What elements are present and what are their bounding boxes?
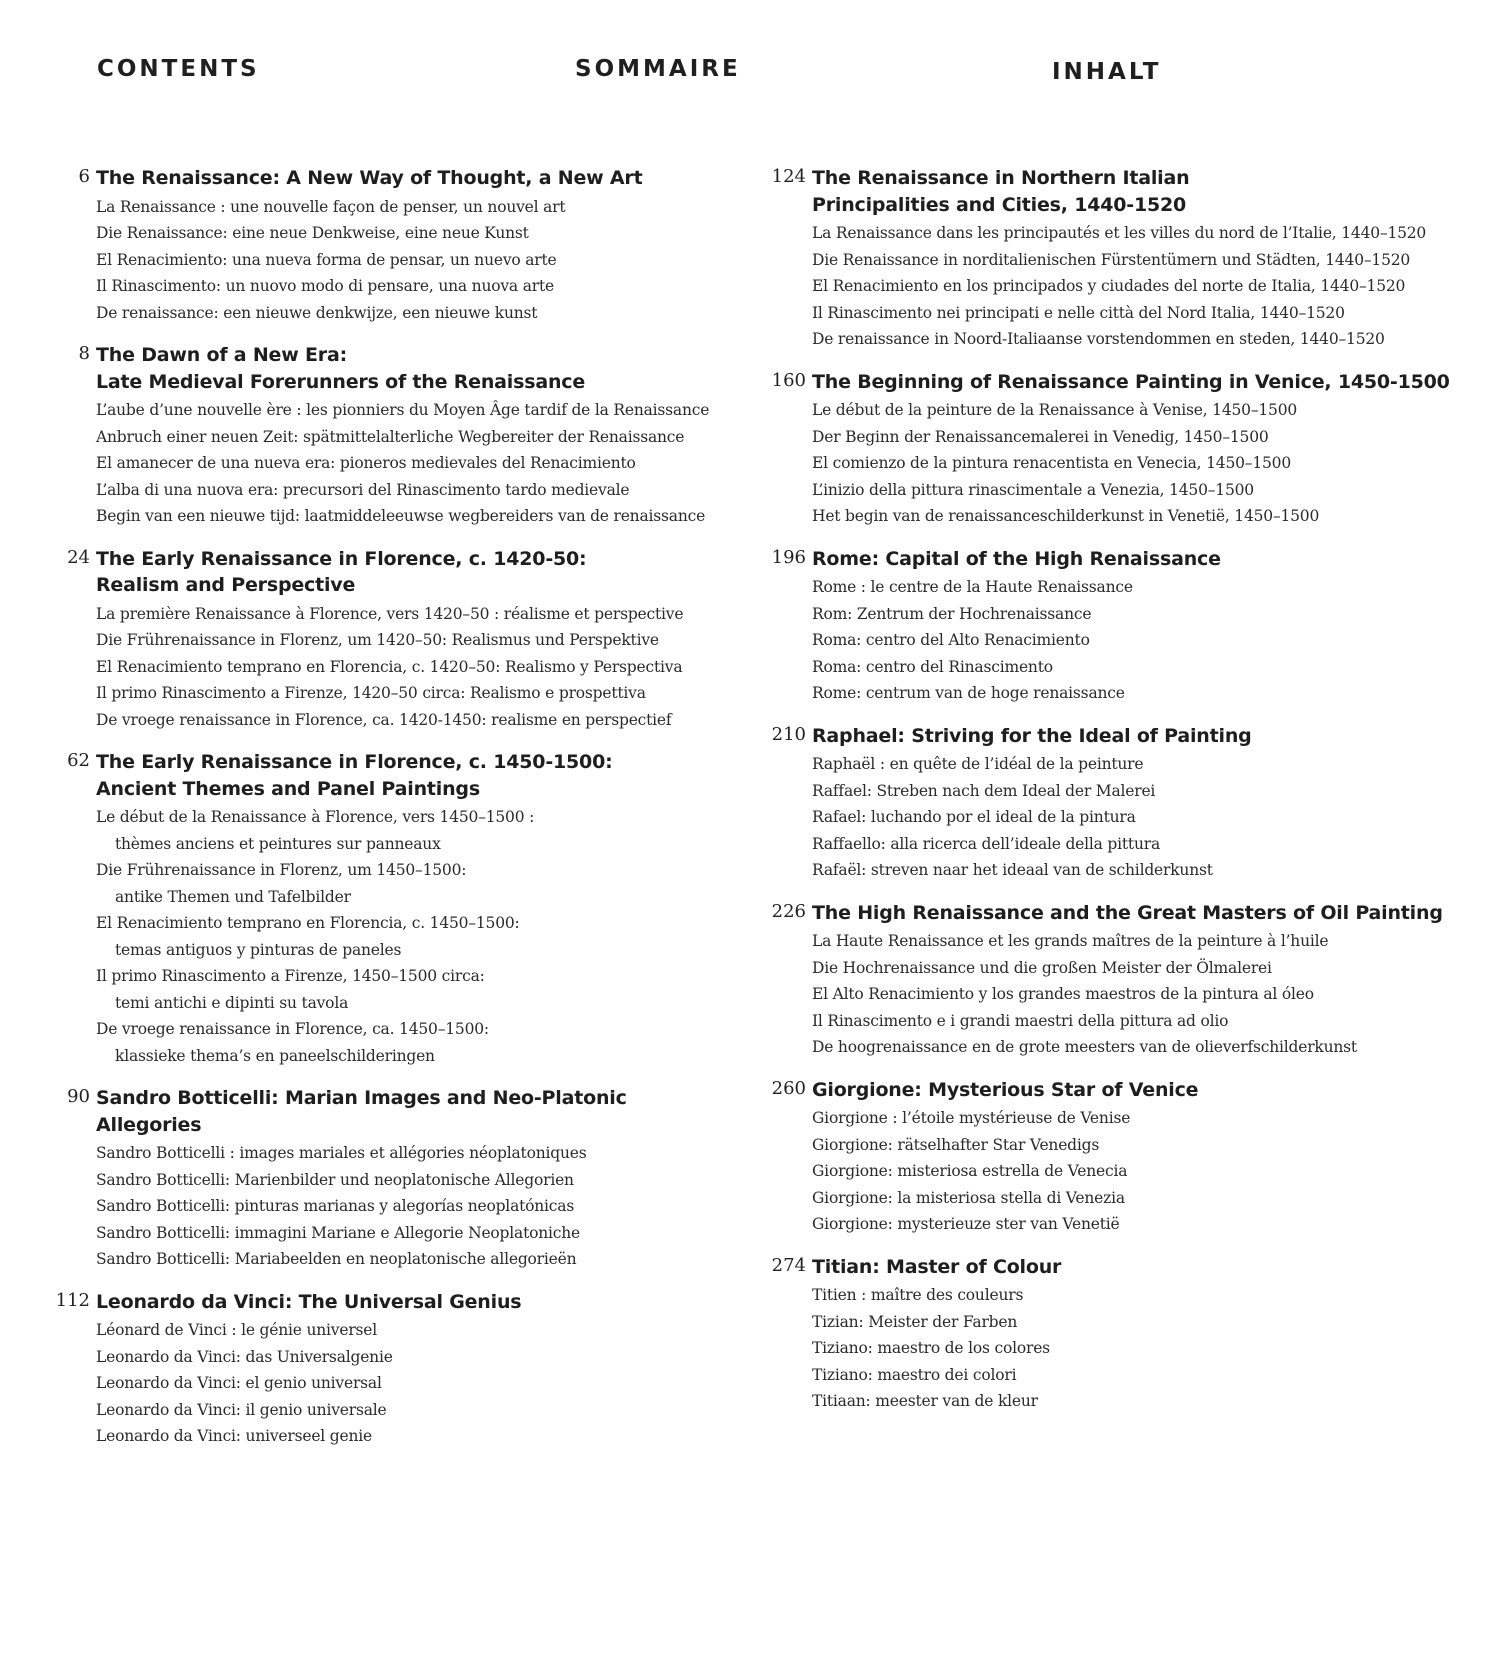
chapter-title[interactable]: The Renaissance: A New Way of Thought, a New Art [96,167,643,189]
translated-title: Sandro Botticelli: Mariabeelden en neoplatonische allegorieën [96,1250,577,1268]
translated-title: La première Renaissance à Florence, vers 1420–50 : réalisme et perspective [96,604,684,623]
page-number: 24 [67,546,90,568]
translated-title: La Renaissance : une nouvelle façon de penser, un nouvel art [96,197,566,216]
page-number: 62 [67,750,90,771]
translated-title: Tiziano: maestro dei colori [812,1365,1017,1384]
heading-sommaire: SOMMAIRE [575,56,741,82]
translated-title: El amanecer de una nueva era: pioneros medievales del Renacimiento [96,454,636,472]
translated-title: De renaissance: een nieuwe denkwijze, een nieuwe kunst [96,303,538,322]
translated-title: thèmes anciens et peintures sur panneaux [115,834,441,853]
translated-title: De hoogrenaissance en de grote meesters van de olieverfschilderkunst [812,1038,1357,1056]
translated-title: Der Beginn der Renaissancemalerei in Venedig, 1450–1500 [812,427,1269,446]
translated-title: La Renaissance dans les principautés et les villes du nord de l’Italie, 1440–1520 [812,224,1427,242]
translated-title: El Renacimiento temprano en Florencia, c. 1450–1500: [96,914,520,932]
page-number: 196 [771,546,806,568]
translations [812,220,1488,353]
chapter-title[interactable]: The High Renaissance and the Great Masters of Oil Painting [812,901,1443,924]
page-number: 124 [771,166,806,187]
translated-title: Sandro Botticelli: Marienbilder und neoplatonische Allegorien [96,1170,574,1189]
toc-entry[interactable] [52,546,692,734]
translated-title: Leonardo da Vinci: universeel genie [96,1427,373,1445]
page-number: 112 [55,1289,90,1311]
translated-title: klassieke thema’s en paneelschilderingen [115,1046,435,1065]
translated-title: Tiziano: maestro de los colores [812,1339,1050,1357]
page-number: 260 [771,1077,806,1099]
page-number: 210 [771,723,806,745]
translated-title: Die Frührenaissance in Florenz, um 1420–50: Realismus und Perspektive [96,631,659,649]
chapter-title[interactable]: The Beginning of Renaissance Painting in Venice, 1450-1500 [812,370,1450,393]
heading-inhalt: INHALT [1052,59,1162,85]
translated-title: Le début de la Renaissance à Florence, vers 1450–1500 : [96,808,535,826]
translated-title: Giorgione: misteriosa estrella de Venecia [812,1162,1128,1180]
translated-title: Il Rinascimento nei principati e nelle città del Nord Italia, 1440–1520 [812,303,1345,322]
chapter-title[interactable]: The Renaissance in Northern Italian [812,167,1190,189]
translated-title: temas antiguos y pinturas de paneles [115,940,402,959]
translated-title: De renaissance in Noord-Italiaanse vorstendommen en steden, 1440–1520 [812,330,1385,348]
translated-title: Il primo Rinascimento a Firenze, 1420–50 circa: Realismo e prospettiva [96,684,646,702]
translated-title: Die Frührenaissance in Florenz, um 1450–1500: [96,861,467,879]
translated-title: Titien : maître des couleurs [812,1286,1024,1304]
page-number: 8 [78,343,90,364]
translated-title: El comienzo de la pintura renacentista en Venecia, 1450–1500 [812,454,1291,472]
page-header [0,56,1500,96]
translated-title: El Alto Renacimiento y los grandes maestros de la pintura al óleo [812,985,1314,1003]
translated-title: Il primo Rinascimento a Firenze, 1450–1500 circa: [96,967,485,985]
toc-entry[interactable] [52,165,692,326]
toc-entry[interactable] [52,1085,692,1273]
toc-column-left [52,165,710,1466]
translated-title: Rome: centrum van de hoge renaissance [812,684,1125,702]
translated-title: Giorgione: rätselhafter Star Venedigs [812,1135,1100,1154]
page-number: 6 [78,166,90,187]
chapter-title[interactable]: Realism and Perspective [96,574,356,596]
chapter-title[interactable]: Late Medieval Forerunners of the Renaissance [96,370,586,393]
translated-title: Leonardo da Vinci: el genio universal [96,1374,382,1392]
translated-title: Raffael: Streben nach dem Ideal der Malerei [812,781,1156,800]
translated-title: Die Renaissance: eine neue Denkweise, eine neue Kunst [96,224,529,242]
translated-title: Sandro Botticelli: pinturas marianas y alegorías neoplatónicas [96,1197,575,1215]
translated-title: Begin van een nieuwe tijd: laatmiddeleeuwse wegbereiders van de renaissance [96,507,706,525]
toc-entry[interactable] [52,342,710,530]
translated-title: Die Renaissance in norditalienischen Fürstentümern und Städten, 1440–1520 [812,250,1411,269]
translations [96,1140,692,1273]
translated-title: Sandro Botticelli: immagini Mariane e Allegorie Neoplatoniche [96,1223,581,1242]
chapter-title[interactable]: Principalities and Cities, 1440-1520 [812,193,1187,216]
translations [96,194,692,327]
translations [812,397,1488,530]
translated-title: Giorgione: mysterieuze ster van Venetië [812,1215,1120,1233]
chapter-title[interactable]: Leonardo da Vinci: The Universal Genius [96,1290,522,1313]
chapter-title[interactable]: Raphael: Striving for the Ideal of Painting [812,724,1252,747]
translated-title: Roma: centro del Rinascimento [812,657,1053,676]
translated-title: El Renacimiento en los principados y ciudades del norte de Italia, 1440–1520 [812,277,1406,295]
translated-title: L’inizio della pittura rinascimentale a Venezia, 1450–1500 [812,480,1254,499]
translated-title: De vroege renaissance in Florence, ca. 1450–1500: [96,1020,489,1038]
translations [96,1317,692,1450]
toc-entry[interactable] [768,165,1488,353]
page-number: 90 [67,1086,90,1107]
translated-title: Die Hochrenaissance und die großen Meister der Ölmalerei [812,958,1272,977]
translated-title: Leonardo da Vinci: das Universalgenie [96,1347,393,1366]
translated-title: Giorgione: la misteriosa stella di Venezia [812,1188,1125,1207]
translated-title: temi antichi e dipinti su tavola [115,993,349,1012]
translated-title: Anbruch einer neuen Zeit: spätmittelalterliche Wegbereiter der Renaissance [96,427,685,446]
translated-title: Il Rinascimento e i grandi maestri della pittura ad olio [812,1011,1229,1030]
translations [812,928,1488,1061]
chapter-title[interactable]: Sandro Botticelli: Marian Images and Neo-Platonic Allegories [96,1087,627,1136]
translated-title: El Renacimiento: una nueva forma de pensar, un nuevo arte [96,250,557,269]
translations [812,1282,1488,1415]
translated-title: Le début de la peinture de la Renaissance à Venise, 1450–1500 [812,401,1298,419]
translated-title: Tizian: Meister der Farben [812,1312,1018,1331]
toc-entry[interactable] [52,1289,692,1450]
translated-title: Giorgione : l’étoile mystérieuse de Venise [812,1109,1131,1127]
translations [96,601,692,734]
page-number: 160 [771,369,806,391]
toc-column-right [768,165,1488,1431]
translated-title: Léonard de Vinci : le génie universel [96,1321,378,1339]
translated-title: La Haute Renaissance et les grands maîtres de la peinture à l’huile [812,932,1329,950]
chapter-title[interactable]: The Early Renaissance in Florence, c. 1450-1500: [96,751,613,773]
translations [812,751,1488,884]
translations [812,1105,1488,1238]
toc-entry[interactable] [768,369,1488,530]
toc-entry[interactable] [768,723,1488,884]
translated-title: Leonardo da Vinci: il genio universale [96,1400,387,1419]
translated-title: De vroege renaissance in Florence, ca. 1420-1450: realisme en perspectief [96,710,672,729]
chapter-title[interactable]: Titian: Master of Colour [812,1255,1062,1278]
toc-entry[interactable] [768,900,1488,1061]
translated-title: Rome : le centre de la Haute Renaissance [812,578,1133,596]
translations [96,804,692,1069]
translated-title: Sandro Botticelli : images mariales et allégories néoplatoniques [96,1144,587,1162]
chapter-title[interactable]: Rome: Capital of the High Renaissance [812,547,1221,570]
translated-title: Il Rinascimento: un nuovo modo di pensare, una nuova arte [96,277,554,295]
translated-title: Rafaël: streven naar het ideaal van de schilderkunst [812,861,1213,879]
toc-entry[interactable] [768,546,1488,707]
page-number: 274 [771,1254,806,1276]
toc-entry[interactable] [768,1077,1488,1238]
translated-title: Rafael: luchando por el ideal de la pintura [812,808,1136,826]
translated-title: L’alba di una nuova era: precursori del Rinascimento tardo medievale [96,480,630,499]
toc-entry[interactable] [768,1254,1488,1415]
toc-entry[interactable] [52,749,692,1069]
chapter-title[interactable]: Giorgione: Mysterious Star of Venice [812,1078,1199,1101]
translated-title: El Renacimiento temprano en Florencia, c. 1420–50: Realismo y Perspectiva [96,657,683,676]
chapter-title[interactable]: The Dawn of a New Era: [96,344,347,366]
translations [812,574,1488,707]
translated-title: Raffaello: alla ricerca dell’ideale della pittura [812,834,1160,853]
translated-title: antike Themen und Tafelbilder [115,887,351,906]
chapter-title[interactable]: The Early Renaissance in Florence, c. 1420-50: [96,547,587,570]
translated-title: Rom: Zentrum der Hochrenaissance [812,604,1092,623]
translated-title: Titiaan: meester van de kleur [812,1392,1038,1410]
page-number: 226 [771,900,806,922]
heading-contents: CONTENTS [97,56,260,82]
translated-title: Raphaël : en quête de l’idéal de la peinture [812,755,1144,773]
translated-title: Roma: centro del Alto Renacimiento [812,631,1090,649]
translated-title: L’aube d’une nouvelle ère : les pionniers du Moyen Âge tardif de la Renaissance [96,401,710,419]
translated-title: Het begin van de renaissanceschilderkunst in Venetië, 1450–1500 [812,507,1320,525]
translations [96,397,710,530]
chapter-title[interactable]: Ancient Themes and Panel Paintings [96,777,480,800]
